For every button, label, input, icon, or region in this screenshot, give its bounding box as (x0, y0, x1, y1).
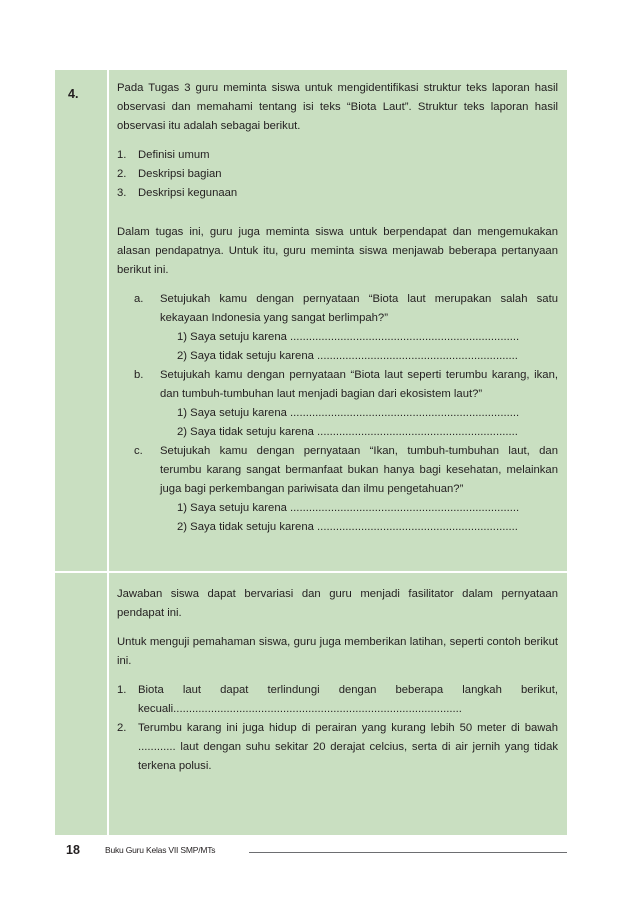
exercise-list (117, 681, 558, 776)
answer-disagree: 2) Saya tidak setuju karena ................................................................ (177, 350, 518, 362)
answer-disagree: 2) Saya tidak setuju karena ................................................................ (177, 521, 518, 533)
exercise-paragraph: Untuk menguji pemahaman siswa, guru juga memberikan latihan, seperti contoh berikut ini. (117, 636, 558, 667)
task-paragraph: Dalam tugas ini, guru juga meminta siswa untuk berpendapat dan mengemukakan alasan pendapatnya. Untuk itu, guru meminta siswa menjawab beberapa pertanyaan berikut ini. (117, 226, 558, 276)
question-c: c. Setujukah kamu dengan pernyataan “Ikan, tumbuh-tumbuhan laut, dan terumbu karang sangat bermanfaat bukan hanya bagi kesehatan, melainkan juga bagi perkembangan pariwisata dan ilmu pengetahuan?” (134, 445, 558, 495)
number-cell (55, 70, 107, 571)
answer-disagree: 2) Saya tidak setuju karena ................................................................ (177, 426, 518, 438)
page-number: 18 (66, 843, 80, 857)
list-item: 2. Terumbu karang ini juga hidup di perairan yang kurang lebih 50 meter di bawah ............ laut dengan suhu sekitar 20 derajat celcius, serta di air jernih yang tidak terkena polusi. (117, 722, 558, 772)
question-b: b. Setujukah kamu dengan pernyataan “Biota laut seperti terumbu karang, ikan, dan tumbuh-tumbuhan laut menjadi bagian dari ekosistem laut?” (134, 369, 558, 400)
answer-agree: 1) Saya setuju karena ......................................................................... (177, 331, 520, 343)
answer-agree: 1) Saya setuju karena ......................................................................... (177, 407, 520, 419)
list-item: 3. Deskripsi kegunaan (117, 187, 238, 199)
task-cell (109, 70, 567, 571)
list-item: 1. Definisi umum (117, 149, 210, 161)
book-title: Buku Guru Kelas VII SMP/MTs (105, 845, 216, 855)
answer-paragraph: Jawaban siswa dapat bervariasi dan guru menjadi fasilitator dalam pernyataan pendapat ini. (117, 588, 558, 619)
list-item: 1. Biota laut dapat terlindungi dengan beberapa langkah berikut, kecuali............................................................................................ (117, 684, 558, 715)
footer-divider (249, 852, 567, 853)
question-a: a. Setujukah kamu dengan pernyataan “Biota laut merupakan salah satu kekayaan Indonesia yang sangat berlimpah?” (134, 293, 558, 324)
item-number: 4. (68, 87, 79, 101)
intro-paragraph: Pada Tugas 3 guru meminta siswa untuk mengidentifikasi struktur teks laporan hasil observasi dan memahami tentang isi teks “Biota Laut”. Struktur teks laporan hasil observasi itu adalah sebagai berikut. (117, 82, 558, 132)
structure-list (117, 146, 558, 203)
number-cell-empty (55, 573, 107, 835)
question-list (134, 290, 558, 537)
answer-cell (109, 573, 567, 835)
list-item: 2. Deskripsi bagian (117, 168, 222, 180)
answer-agree: 1) Saya setuju karena ......................................................................... (177, 502, 520, 514)
page-footer (66, 843, 567, 863)
content-table (55, 70, 567, 835)
